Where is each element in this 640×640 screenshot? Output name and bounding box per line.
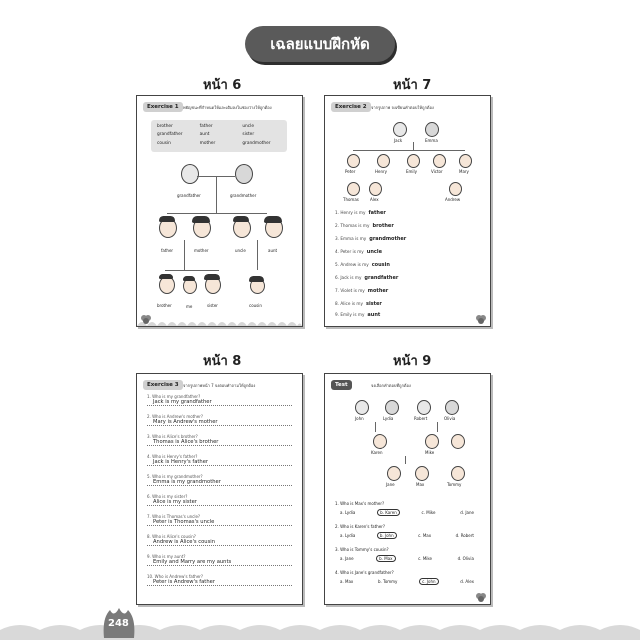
victor-figure — [433, 154, 446, 168]
question-text: 8. Who is Alice's cousin? — [147, 534, 196, 539]
option-c[interactable]: c. Max — [418, 533, 432, 538]
flower-icon — [476, 592, 486, 602]
label-aunt: aunt — [268, 248, 278, 253]
qa-item — [147, 474, 292, 486]
answer-line — [335, 312, 380, 318]
uncle-hair — [233, 216, 249, 222]
option-a[interactable]: a. Max — [340, 579, 354, 584]
exercise-tag: Test — [331, 380, 352, 390]
option-row — [337, 555, 477, 562]
mother-hair — [192, 216, 210, 223]
tree-name-olivia: Olivia — [444, 416, 456, 421]
mary-figure — [459, 154, 472, 168]
page-label-9: หน้า 9 — [393, 354, 432, 369]
word-bank-item: cousin — [157, 140, 171, 146]
answer-text: Mary is Andrew's mother — [147, 419, 292, 426]
question-text: 1. Who is my grandfather? — [147, 394, 201, 399]
worksheet-page-7 — [324, 95, 491, 327]
exercise-tag: Exercise 2 — [331, 102, 371, 112]
word-bank-item: aunt — [199, 132, 210, 138]
label-brother: brother — [157, 303, 172, 308]
question-text: 9. Who is my aunt? — [147, 554, 186, 559]
label-uncle: uncle — [235, 248, 246, 253]
answer-text: Jack is my grandfather — [147, 399, 292, 406]
tree-name-peter: Peter — [345, 169, 356, 174]
henry-figure — [377, 154, 390, 168]
grandfather-figure — [181, 164, 199, 184]
label-mother: mother — [194, 248, 209, 253]
word-bank-item: mother — [199, 140, 216, 146]
page-number: 248 — [108, 618, 129, 629]
answer-prompt: 7. Violet is my — [335, 288, 365, 293]
answer-text: Emma is my grandmother — [147, 479, 292, 486]
answer-line — [335, 301, 382, 307]
exercise-tag: Exercise 3 — [143, 380, 183, 390]
tree-name-victor: Victor — [431, 169, 443, 174]
word-bank-item: father — [199, 124, 213, 129]
question-text: 2. Who is Karen's father? — [335, 524, 385, 529]
page-label-6: หน้า 6 — [203, 78, 242, 93]
word-bank — [151, 120, 287, 152]
tree-line — [184, 240, 185, 270]
tree-line — [165, 270, 219, 271]
tree-name-robert: Robert — [414, 416, 428, 421]
label-me: me — [186, 304, 193, 309]
option-a[interactable]: a. Lydia — [340, 533, 356, 538]
answer-line — [335, 249, 382, 255]
sister-hair — [204, 274, 220, 280]
tree-name-lydia: Lydia — [383, 416, 394, 421]
answer-text: Peter is Andrew's father — [147, 579, 292, 586]
qa-item — [147, 434, 292, 446]
exercise-instruction: จากรูปภาพ จงเขียนคำตอบให้ถูกต้อง — [371, 105, 434, 110]
answer-line — [335, 262, 390, 268]
peter-figure — [347, 154, 360, 168]
answer-prompt: 2. Thomas is my — [335, 223, 370, 228]
andrew-figure — [449, 182, 462, 196]
word-bank-item: sister — [242, 132, 255, 138]
grandmother-figure — [235, 164, 253, 184]
father-hair — [159, 216, 175, 222]
page-label-7: หน้า 7 — [393, 78, 432, 93]
answer-text: mother — [367, 288, 389, 294]
footer-scallop — [0, 620, 640, 640]
qa-item — [147, 534, 292, 546]
alex-figure — [369, 182, 382, 196]
option-b-selected[interactable]: b. Max — [376, 555, 395, 562]
olivia-figure — [445, 400, 459, 415]
option-b-selected[interactable]: b. John — [377, 532, 397, 539]
answer-text: Emily and Marry are my aunts — [147, 559, 292, 566]
cousin-hair — [249, 276, 264, 282]
answer-text: uncle — [366, 249, 382, 255]
word-bank-item: grandfather — [157, 132, 183, 138]
tree-line — [167, 213, 267, 214]
emily-figure — [407, 154, 420, 168]
word-bank-item: uncle — [242, 124, 254, 129]
question-text: 10. Who is Andrew's father? — [147, 574, 204, 579]
jack-figure — [393, 122, 407, 137]
qa-item — [147, 574, 292, 586]
tree-name-max: Max — [416, 482, 425, 487]
label-father: father — [161, 248, 174, 253]
option-a[interactable]: a. Lydia — [340, 510, 356, 515]
tree-name-mike: Mike — [425, 450, 435, 455]
tree-name-karen: Karen — [371, 450, 383, 455]
option-d[interactable]: d. Jane — [460, 510, 474, 515]
label-grandmother: grandmother — [230, 193, 257, 198]
emma-figure — [425, 122, 439, 137]
tree-line — [413, 142, 414, 150]
option-a[interactable]: a. Jane — [340, 556, 354, 561]
option-c-selected[interactable]: c. John — [419, 578, 438, 585]
tree-line — [216, 177, 217, 213]
scallop-border — [137, 318, 302, 326]
word-bank-item: grandmother — [242, 140, 271, 146]
tree-line — [405, 456, 406, 464]
qa-item — [147, 454, 292, 466]
tommy-figure — [451, 466, 465, 481]
answer-text: father — [368, 210, 386, 216]
flower-icon — [141, 314, 151, 324]
tree-name-alex: Alex — [370, 197, 379, 202]
qa-item — [147, 494, 292, 506]
karen-figure — [373, 434, 387, 449]
word-bank-item: brother — [157, 124, 173, 129]
option-c[interactable]: c. Mike — [421, 510, 436, 515]
question-text: 7. Who is Thomas's uncle? — [147, 514, 201, 519]
tree-name-jack: Jack — [394, 138, 403, 143]
flower-icon — [476, 314, 486, 324]
label-cousin: cousin — [249, 303, 262, 308]
title-banner: เฉลยแบบฝึกหัด — [245, 26, 395, 62]
tree-name-emma: Emma — [425, 138, 438, 143]
option-b-selected[interactable]: b. Karen — [377, 509, 400, 516]
answer-text: sister — [365, 301, 382, 307]
tree-name-henry: Henry — [375, 169, 388, 174]
option-d[interactable]: d. Alex — [460, 579, 474, 584]
exercise-instruction: จงเลือกคำตอบที่ถูกต้อง — [371, 383, 411, 388]
option-c[interactable]: c. Mike — [418, 556, 433, 561]
tree-line — [375, 422, 376, 432]
exercise-tag: Exercise 1 — [143, 102, 183, 112]
question-text: 4. Who is Henry's father? — [147, 454, 198, 459]
me-hair — [183, 276, 195, 281]
answer-line — [335, 236, 406, 242]
answer-line — [335, 288, 388, 294]
answer-prompt: 4. Peter is my — [335, 249, 364, 254]
worksheet-page-8 — [136, 373, 303, 605]
tree-name-andrew: Andrew — [445, 197, 461, 202]
question-text: 3. Who is Alice's brother? — [147, 434, 198, 439]
page-label-8: หน้า 8 — [203, 354, 242, 369]
tree-name-mary: Mary — [459, 169, 469, 174]
answer-prompt: 6. Jack is my — [335, 275, 362, 280]
answer-prompt: 1. Henry is my — [335, 210, 366, 215]
answer-text: grandfather — [364, 275, 399, 281]
exercise-instruction: พยัญชนะที่กำหนดให้และเติมลงในช่องว่างให้ถูกต้อง — [183, 105, 272, 110]
tree-line — [437, 422, 438, 432]
label-grandfather: grandfather — [177, 193, 201, 198]
answer-text: brother — [372, 223, 394, 229]
answer-line — [335, 223, 394, 229]
answer-text: Peter is Thomas's uncle — [147, 519, 292, 526]
answer-text: Alice is my sister — [147, 499, 292, 506]
answer-line — [335, 210, 386, 216]
answer-line — [335, 275, 398, 281]
robert-figure — [417, 400, 431, 415]
qa-item — [147, 514, 292, 526]
question-text: 4. Who is Jane's grandfather? — [335, 570, 394, 575]
question-text: 3. Who is Tommy's cousin? — [335, 547, 389, 552]
qa-item — [147, 414, 292, 426]
option-d[interactable]: d. Robert — [455, 533, 474, 538]
worksheet-page-6 — [136, 95, 303, 327]
exercise-instruction: จากรูปภาพหน้า 7 จงตอบคำถามให้ถูกต้อง — [183, 383, 256, 388]
answer-text: aunt — [367, 312, 381, 318]
answer-text: grandmother — [369, 236, 407, 242]
mike-figure — [425, 434, 439, 449]
label-sister: sister — [207, 303, 218, 308]
worksheet-page-9 — [324, 373, 491, 605]
answer-text: cousin — [371, 262, 390, 268]
question-text: 1. Who is Max's mother? — [335, 501, 385, 506]
question-text: 6. Who is my sister? — [147, 494, 188, 499]
qa-item — [147, 554, 292, 566]
aunt-hair — [264, 216, 282, 223]
answer-prompt: 8. Alice is my — [335, 301, 363, 306]
lydia-figure — [385, 400, 399, 415]
answer-prompt: 5. Andrew is my — [335, 262, 369, 267]
option-row — [337, 509, 477, 516]
jane-figure-top — [451, 434, 465, 449]
answer-prompt: 9. Emily is my — [335, 312, 365, 317]
option-b[interactable]: b. Tommy — [377, 579, 398, 584]
answer-text: Thomas is Alice's brother — [147, 439, 292, 446]
brother-hair — [159, 274, 173, 279]
tree-name-jane: Jane — [386, 482, 395, 487]
option-d[interactable]: d. Olivia — [457, 556, 474, 561]
question-text: 2. Who is Andrew's mother? — [147, 414, 203, 419]
tree-name-john: John — [355, 416, 364, 421]
thomas-figure — [347, 182, 360, 196]
tree-name-emily: Emily — [406, 169, 418, 174]
answer-text: Andrew is Alice's cousin — [147, 539, 292, 546]
tree-name-tommy: Tommy — [447, 482, 462, 487]
answer-prompt: 3. Emma is my — [335, 236, 367, 241]
john-figure — [355, 400, 369, 415]
max-figure — [415, 466, 429, 481]
tree-line — [257, 240, 258, 270]
option-row — [337, 578, 477, 585]
jane-figure — [387, 466, 401, 481]
tree-line — [353, 150, 465, 151]
tree-name-thomas: Thomas — [343, 197, 359, 202]
qa-item — [147, 394, 292, 406]
option-row — [337, 532, 477, 539]
answer-text: Jack is Henry's father — [147, 459, 292, 466]
question-text: 5. Who is my grandmother? — [147, 474, 203, 479]
